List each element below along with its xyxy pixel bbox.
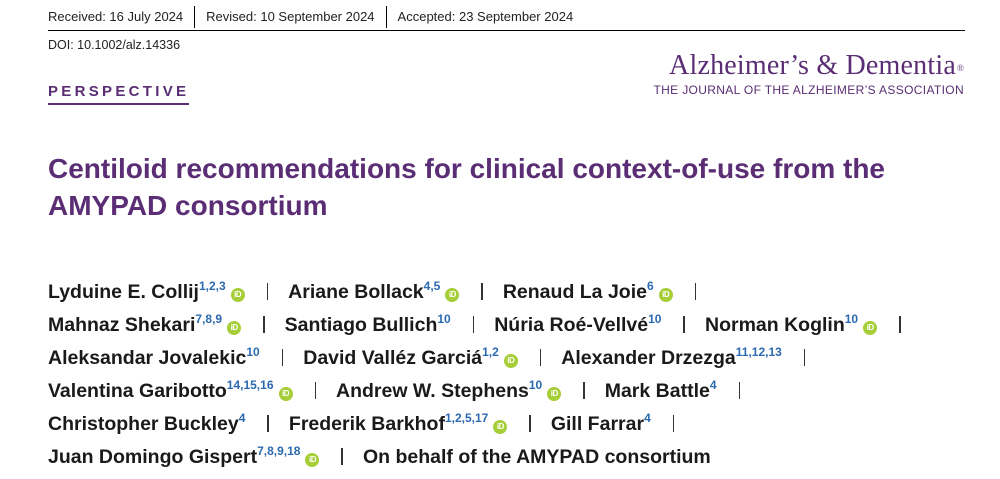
author-name[interactable]: Valentina Garibotto — [48, 380, 227, 402]
affiliation-sup[interactable]: 7,8,9 — [195, 311, 223, 326]
orcid-icon[interactable]: iD — [493, 420, 507, 434]
author-line — [48, 309, 988, 342]
accepted-date: Accepted: 23 September 2024 — [386, 6, 585, 28]
doi-link[interactable]: DOI: 10.1002/alz.14336 — [48, 38, 181, 52]
orcid-icon[interactable]: iD — [504, 354, 518, 368]
author-separator — [683, 316, 685, 333]
author-line — [48, 441, 988, 474]
author-name[interactable]: Juan Domingo Gispert — [48, 446, 258, 468]
author-separator — [315, 382, 317, 399]
consortium-note: On behalf of the AMYPAD consortium — [362, 446, 711, 468]
author-separator — [583, 382, 585, 399]
article-title: Centiloid recommendations for clinical context-of-use from the AMYPAD consortium — [48, 153, 885, 221]
author-separator — [341, 448, 343, 465]
orcid-icon[interactable]: iD — [279, 387, 293, 401]
author-separator — [282, 349, 284, 366]
orcid-icon[interactable]: iD — [305, 453, 319, 467]
affiliation-sup[interactable]: 10 — [648, 311, 662, 326]
author-list — [48, 276, 988, 474]
author-name[interactable]: Ariane Bollack — [288, 281, 424, 303]
affiliation-sup[interactable]: 1,2,5,17 — [444, 410, 489, 425]
journal-subtitle: THE JOURNAL OF THE ALZHEIMER’S ASSOCIATION — [653, 83, 964, 97]
author-separator — [267, 415, 269, 432]
article-dates — [48, 4, 965, 31]
author-name[interactable]: Andrew W. Stephens — [336, 380, 529, 402]
author-separator — [695, 283, 697, 300]
section-label: PERSPECTIVE — [48, 83, 189, 105]
author-separator — [739, 382, 741, 399]
author-separator — [263, 316, 265, 333]
author-separator — [267, 283, 269, 300]
author-name[interactable]: Mahnaz Shekari — [48, 314, 196, 336]
affiliation-sup[interactable]: 7,8,9,18 — [257, 443, 301, 458]
author-name[interactable]: Lyduine E. Collij — [48, 281, 199, 303]
author-name[interactable]: Renaud La Joie — [502, 281, 647, 303]
author-separator — [481, 283, 483, 300]
affiliation-sup[interactable]: 1,2 — [482, 344, 499, 359]
affiliation-sup[interactable]: 10 — [528, 377, 543, 392]
orcid-icon[interactable]: iD — [445, 288, 459, 302]
orcid-icon[interactable]: iD — [227, 321, 241, 335]
received-date: Received: 16 July 2024 — [48, 9, 184, 24]
author-name[interactable]: Mark Battle — [604, 380, 710, 402]
affiliation-sup[interactable]: 6 — [646, 278, 654, 293]
affiliation-sup[interactable]: 4,5 — [423, 278, 441, 293]
author-name[interactable]: Christopher Buckley — [48, 413, 239, 435]
affiliation-sup[interactable]: 11,12,13 — [735, 344, 782, 359]
author-line — [48, 375, 988, 408]
author-separator — [673, 415, 675, 432]
author-separator — [804, 349, 806, 366]
author-name[interactable]: Gill Farrar — [550, 413, 645, 435]
author-name[interactable]: Aleksandar Jovalekic — [48, 347, 247, 369]
orcid-icon[interactable]: iD — [659, 288, 673, 302]
author-separator — [473, 316, 475, 333]
author-name[interactable]: David Valléz Garciá — [303, 347, 483, 369]
affiliation-sup[interactable]: 10 — [437, 311, 451, 326]
revised-date: Revised: 10 September 2024 — [194, 6, 385, 28]
affiliation-sup[interactable]: 4 — [709, 377, 717, 392]
affiliation-sup[interactable]: 10 — [246, 344, 260, 359]
author-separator — [529, 415, 531, 432]
journal-logo — [653, 51, 964, 97]
author-line — [48, 276, 988, 309]
affiliation-sup[interactable]: 1,2,3 — [198, 278, 226, 293]
affiliation-sup[interactable]: 4 — [238, 410, 246, 425]
journal-name: Alzheimer’s & Dementia® — [669, 50, 964, 81]
affiliation-sup[interactable]: 14,15,16 — [226, 377, 274, 392]
affiliation-sup[interactable]: 4 — [644, 410, 651, 425]
author-line — [48, 408, 988, 441]
author-line — [48, 342, 988, 375]
author-name[interactable]: Alexander Drzezga — [561, 347, 736, 369]
orcid-icon[interactable]: iD — [547, 387, 561, 401]
author-separator — [540, 349, 542, 366]
author-separator — [899, 316, 901, 333]
author-name[interactable]: Núria Roé-Vellvé — [494, 314, 649, 336]
orcid-icon[interactable]: iD — [863, 321, 877, 335]
affiliation-sup[interactable]: 10 — [844, 311, 859, 326]
orcid-icon[interactable]: iD — [231, 288, 245, 302]
author-name[interactable]: Santiago Bullich — [284, 314, 438, 336]
author-name[interactable]: Norman Koglin — [704, 314, 845, 336]
author-name[interactable]: Frederik Barkhof — [288, 413, 445, 435]
